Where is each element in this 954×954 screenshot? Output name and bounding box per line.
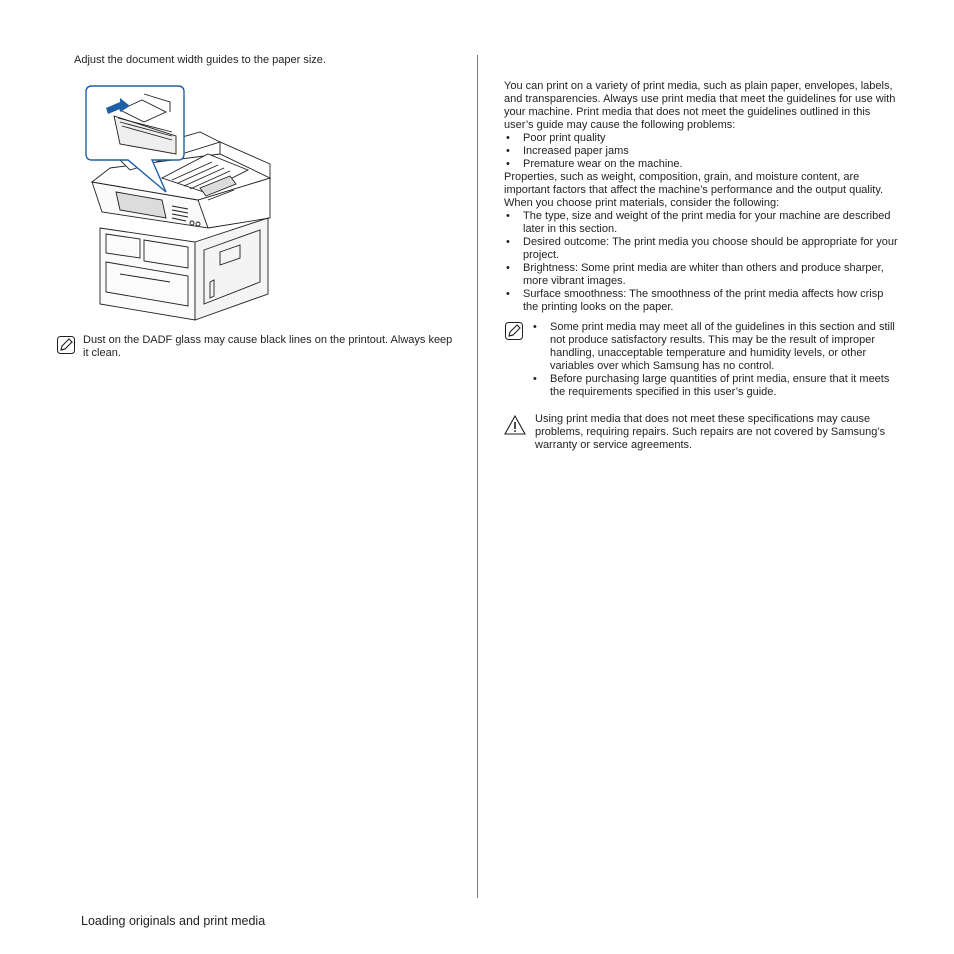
properties-paragraph: Properties, such as weight, composition, grain, and moisture content, are important factors that affect the machine’s performance and the output quality. When you choose print materials, consider the following:: [504, 171, 884, 209]
list-item: • The type, size and weight of the print media for your machine are described later in this section.: [504, 210, 900, 236]
intro-paragraph: You can print on a variety of print media, such as plain paper, envelopes, labels, and transparencies. Always use print media that meet the guidelines for use with your machine. Print media that does not meet the guidelines outlined in this user’s guide may cause the following problems:: [504, 80, 896, 131]
list-item: • Surface smoothness: The smoothness of the print media affects how crisp the printing looks on the paper.: [504, 288, 900, 314]
list-item: • Some print media may meet all of the guidelines in this section and still not produce satisfactory results. This may be the result of improper handling, unacceptable temperature and humidity levels, or other variables over which Samsung has no control.: [531, 321, 897, 373]
printer-illustration: [80, 82, 280, 328]
left-note-text: Dust on the DADF glass may cause black lines on the printout. Always keep it clean.: [83, 334, 453, 359]
note-list: [531, 321, 897, 399]
problem-list: [504, 132, 900, 171]
list-item: • Before purchasing large quantities of print media, ensure that it meets the requirements specified in this user’s guide.: [531, 373, 897, 399]
note-pencil-icon: [57, 336, 75, 354]
warning-triangle-icon: [504, 415, 526, 435]
right-column: [504, 80, 900, 314]
caution-text: Using print media that does not meet these specifications may cause problems, requiring repairs. Such repairs are not covered by Samsung’s warranty or service agreements.: [535, 413, 886, 451]
column-divider: [477, 55, 478, 898]
list-item: • Poor print quality: [504, 132, 900, 145]
list-item: • Desired outcome: The print media you choose should be appropriate for your project.: [504, 236, 900, 262]
consideration-list: [504, 210, 900, 314]
note-pencil-icon: [505, 322, 523, 340]
page-footer: Loading originals and print media: [81, 914, 266, 928]
list-item: • Premature wear on the machine.: [504, 158, 900, 171]
list-item: • Increased paper jams: [504, 145, 900, 158]
step-text: Adjust the document width guides to the paper size.: [74, 54, 326, 66]
list-item: • Brightness: Some print media are whiter than others and produce sharper, more vibrant images.: [504, 262, 900, 288]
